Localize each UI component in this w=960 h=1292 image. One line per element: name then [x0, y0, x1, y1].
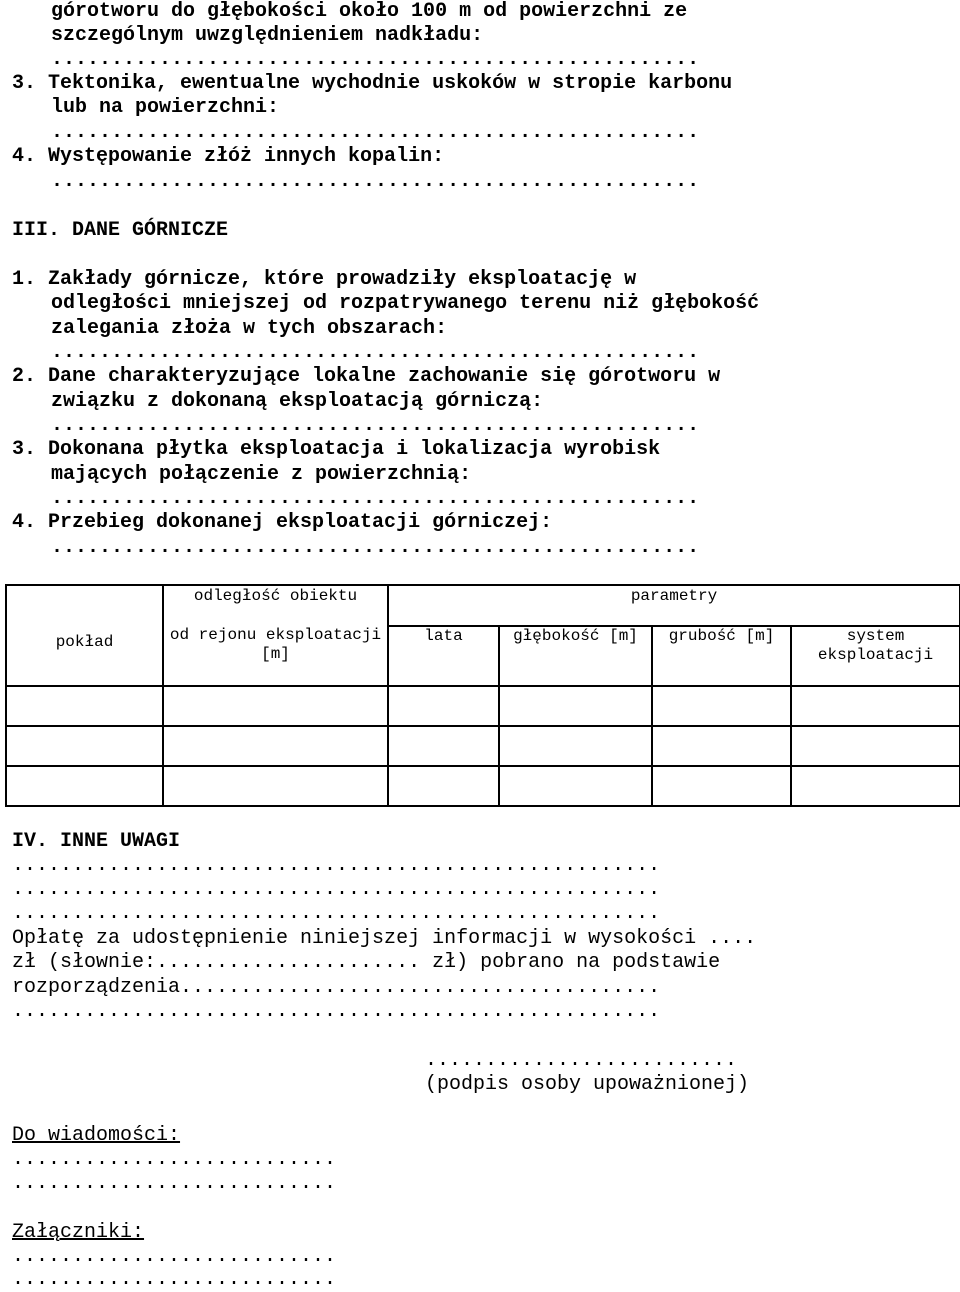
fee-line: rozporządzenia........................................ [12, 976, 661, 999]
text-line: szczególnym uwzględnieniem nadkładu: [51, 24, 484, 47]
table-cell [499, 726, 652, 766]
dotted-line: ...................................................... [51, 414, 700, 437]
text-line: lub na powierzchni: [51, 96, 280, 119]
dotted-line: ...................................................... [51, 487, 700, 510]
fee-line: zł (słownie:...................... zł) pobrano na podstawie [12, 951, 721, 974]
table-cell [6, 766, 163, 806]
table-cell [6, 726, 163, 766]
header-params-group [388, 585, 960, 626]
table-cell [791, 726, 960, 766]
table-cell [163, 766, 388, 806]
header-depth [499, 626, 652, 686]
table-cell [163, 686, 388, 726]
dotted-line: ...................................................... [51, 170, 700, 193]
dotted-line: ...................................................... [12, 854, 661, 877]
text-line: 1. Zakłady górnicze, które prowadziły eksploatację w [12, 268, 637, 291]
table-row [6, 726, 960, 766]
text-line: górotworu do głębokości około 100 m od powierzchni ze [51, 0, 688, 23]
dotted-line: ...................................................... [51, 536, 700, 559]
text-line: zalegania złoża w tych obszarach: [51, 317, 448, 340]
dotted-line: ........................... [12, 1172, 337, 1195]
table-row [6, 686, 960, 726]
dotted-line: ...................................................... [51, 341, 700, 364]
text-line: 4. Przebieg dokonanej eksploatacji górniczej: [12, 511, 553, 534]
table-cell [791, 766, 960, 806]
dotted-line: ...................................................... [51, 121, 700, 144]
dotted-line: ...................................................... [12, 1000, 661, 1023]
table-cell [791, 686, 960, 726]
text-line: odległości mniejszej od rozpatrywanego terenu niż głębokość [51, 292, 760, 315]
section-heading: III. DANE GÓRNICZE [12, 219, 229, 242]
signature-dots: .......................... [425, 1049, 738, 1072]
header-label: lata [424, 627, 463, 645]
text-line: mających połączenie z powierzchnią: [51, 463, 472, 486]
table-cell [652, 726, 791, 766]
text-line: 3. Tektonika, ewentualne wychodnie uskoków w stropie karbonu [12, 72, 733, 95]
table-cell [388, 726, 499, 766]
dotted-line: ........................... [12, 1148, 337, 1171]
signature-label: (podpis osoby upoważnionej) [425, 1073, 750, 1096]
attachments-title: Załączniki: [12, 1221, 145, 1244]
dotted-line: ........................... [12, 1268, 337, 1291]
text-line: 2. Dane charakteryzujące lokalne zachowanie się górotworu w [12, 365, 721, 388]
text-line: 3. Dokonana płytka eksploatacja i lokalizacja wyrobisk [12, 438, 661, 461]
table-cell [499, 766, 652, 806]
header-label: od rejonu eksploatacji [m] [169, 626, 382, 663]
dotted-line: ...................................................... [12, 902, 661, 925]
table-cell [163, 726, 388, 766]
table-cell [499, 686, 652, 726]
header-distance [163, 626, 388, 686]
mining-data-table [5, 584, 960, 807]
table-cell [652, 766, 791, 806]
header-thickness [652, 626, 791, 686]
table-cell [388, 686, 499, 726]
header-system [791, 626, 960, 686]
table-cell [388, 766, 499, 806]
table-cell [652, 686, 791, 726]
dotted-line: ........................... [12, 1245, 337, 1268]
header-distance-group [163, 585, 388, 626]
text-line: 4. Występowanie złóż innych kopalin: [12, 145, 445, 168]
header-label: odległość obiektu [193, 587, 358, 605]
table-header-row [6, 585, 960, 626]
header-label: pokład [55, 633, 114, 651]
notice-title: Do wiadomości: [12, 1124, 181, 1147]
table-cell [6, 686, 163, 726]
table-row [6, 766, 960, 806]
header-label: system eksploatacji [817, 627, 934, 664]
fee-line: Opłatę za udostępnienie niniejszej informacji w wysokości .... [12, 927, 757, 950]
header-label: głębokość [m] [513, 627, 638, 645]
dotted-line: ...................................................... [51, 48, 700, 71]
header-years [388, 626, 499, 686]
header-label: parametry [630, 587, 718, 605]
header-label: grubość [m] [668, 627, 775, 645]
text-line: związku z dokonaną eksploatacją górniczą: [51, 390, 544, 413]
dotted-line: ...................................................... [12, 878, 661, 901]
section-heading: IV. INNE UWAGI [12, 830, 181, 853]
header-seam [6, 585, 163, 686]
